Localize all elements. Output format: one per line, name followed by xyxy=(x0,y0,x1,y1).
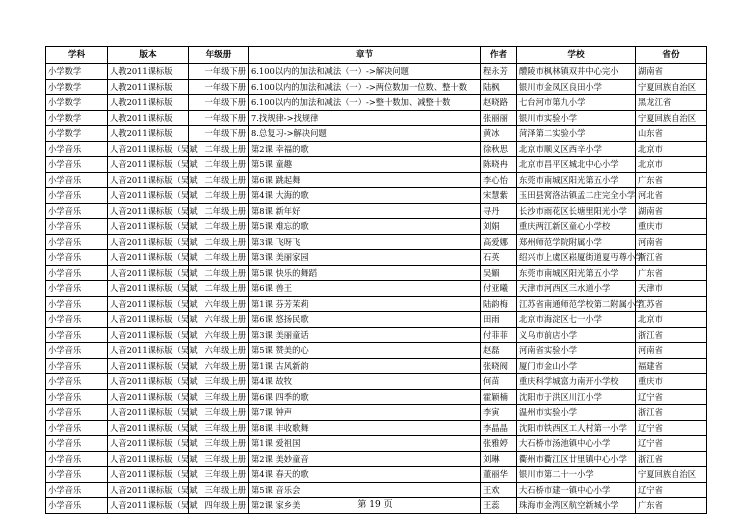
author-cell: 王蕊 xyxy=(481,498,517,514)
school-cell: 衢州市衢江区廿里镇中心小学 xyxy=(517,451,636,467)
author-cell: 付菲菲 xyxy=(481,327,517,343)
author-cell: 霍颖楠 xyxy=(481,389,517,405)
province-cell: 河南省 xyxy=(636,234,707,250)
chapter-cell: 第5课 赞美的心 xyxy=(249,343,481,359)
author-cell: 陆枫 xyxy=(481,79,517,95)
edition-cell: 人音2011课标版（吴斌 xyxy=(108,343,189,359)
chapter-cell: 第1课 古风新韵 xyxy=(249,358,481,374)
school-cell: 东莞市南城区阳光第五小学 xyxy=(517,265,636,281)
edition-cell: 人音2011课标版（吴斌 xyxy=(108,219,189,235)
header-row xyxy=(46,47,707,64)
grade-cell: 二年级上册 xyxy=(189,250,249,266)
table-row xyxy=(46,374,707,390)
col-header-province: 省份 xyxy=(636,47,707,64)
province-cell: 山东省 xyxy=(636,126,707,142)
edition-cell: 人音2011课标版（吴斌 xyxy=(108,188,189,204)
edition-cell: 人音2011课标版（吴斌 xyxy=(108,436,189,452)
province-cell: 辽宁省 xyxy=(636,482,707,498)
author-cell: 寻丹 xyxy=(481,203,517,219)
province-cell: 天津市 xyxy=(636,281,707,297)
subject-cell: 小学音乐 xyxy=(46,250,108,266)
subject-cell: 小学音乐 xyxy=(46,157,108,173)
school-cell: 玉田县窝洛沽镇孟二庄完全小学 xyxy=(517,188,636,204)
school-cell: 大石桥市建一镇中心小学 xyxy=(517,482,636,498)
author-cell: 陈晓冉 xyxy=(481,157,517,173)
grade-cell: 二年级上册 xyxy=(189,265,249,281)
table-row xyxy=(46,358,707,374)
school-cell: 重庆科学城富力南开小学校 xyxy=(517,374,636,390)
col-header-chapter: 章节 xyxy=(249,47,481,64)
school-cell: 温州市实验小学 xyxy=(517,405,636,421)
author-cell: 宋慧紫 xyxy=(481,188,517,204)
table-row xyxy=(46,79,707,95)
chapter-cell: 第3课 美丽童话 xyxy=(249,327,481,343)
table-row xyxy=(46,157,707,173)
subject-cell: 小学音乐 xyxy=(46,436,108,452)
province-cell: 河南省 xyxy=(636,343,707,359)
school-cell: 银川市金凤区良田小学 xyxy=(517,79,636,95)
subject-cell: 小学数学 xyxy=(46,126,108,142)
chapter-cell: 第4课 故牧 xyxy=(249,374,481,390)
chapter-cell: 第4课 春天的歌 xyxy=(249,467,481,483)
province-cell: 北京市 xyxy=(636,312,707,328)
subject-cell: 小学数学 xyxy=(46,110,108,126)
edition-cell: 人教2011课标版 xyxy=(108,126,189,142)
table-row xyxy=(46,405,707,421)
school-cell: 江苏省南通师范学校第二附属小学 xyxy=(517,296,636,312)
author-cell: 张雅婷 xyxy=(481,436,517,452)
school-cell: 北京市昌平区城北中心小学 xyxy=(517,157,636,173)
grade-cell: 一年级下册 xyxy=(189,95,249,111)
province-cell: 江苏省 xyxy=(636,296,707,312)
edition-cell: 人音2011课标版（吴斌 xyxy=(108,172,189,188)
province-cell: 广东省 xyxy=(636,498,707,514)
author-cell: 刘琳 xyxy=(481,451,517,467)
edition-cell: 人音2011课标版（吴斌 xyxy=(108,250,189,266)
chapter-cell: 6.100以内的加法和减法（一）->解决问题 xyxy=(249,64,481,80)
author-cell: 张丽丽 xyxy=(481,110,517,126)
author-cell: 赵晓路 xyxy=(481,95,517,111)
table-row xyxy=(46,219,707,235)
province-cell: 重庆市 xyxy=(636,374,707,390)
province-cell: 浙江省 xyxy=(636,405,707,421)
chapter-cell: 第6课 四季的歌 xyxy=(249,389,481,405)
province-cell: 浙江省 xyxy=(636,451,707,467)
subject-cell: 小学音乐 xyxy=(46,265,108,281)
school-cell: 银川市实验小学 xyxy=(517,110,636,126)
chapter-cell: 第5课 难忘的歌 xyxy=(249,219,481,235)
province-cell: 湖南省 xyxy=(636,64,707,80)
subject-cell: 小学音乐 xyxy=(46,482,108,498)
subject-cell: 小学音乐 xyxy=(46,234,108,250)
table-row xyxy=(46,172,707,188)
grade-cell: 二年级上册 xyxy=(189,281,249,297)
subject-cell: 小学音乐 xyxy=(46,374,108,390)
col-header-subject: 学科 xyxy=(46,47,108,64)
author-cell: 刘娟 xyxy=(481,219,517,235)
school-cell: 银川市第二十一小学 xyxy=(517,467,636,483)
table-row xyxy=(46,451,707,467)
edition-cell: 人音2011课标版（吴斌 xyxy=(108,296,189,312)
school-cell: 北京市顺义区西辛小学 xyxy=(517,141,636,157)
edition-cell: 人音2011课标版（吴斌 xyxy=(108,389,189,405)
chapter-cell: 第8课 丰收歌舞 xyxy=(249,420,481,436)
province-cell: 湖南省 xyxy=(636,203,707,219)
table-row xyxy=(46,234,707,250)
edition-cell: 人教2011课标版 xyxy=(108,79,189,95)
grade-cell: 二年级上册 xyxy=(189,219,249,235)
province-cell: 辽宁省 xyxy=(636,420,707,436)
grade-cell: 二年级上册 xyxy=(189,234,249,250)
edition-cell: 人音2011课标版（吴斌 xyxy=(108,265,189,281)
author-cell: 吴媚 xyxy=(481,265,517,281)
table-row xyxy=(46,64,707,80)
col-header-school: 学校 xyxy=(517,47,636,64)
table-row xyxy=(46,312,707,328)
chapter-cell: 第1课 爱祖国 xyxy=(249,436,481,452)
subject-cell: 小学音乐 xyxy=(46,312,108,328)
grade-cell: 二年级上册 xyxy=(189,141,249,157)
edition-cell: 人音2011课标版（吴斌 xyxy=(108,312,189,328)
chapter-cell: 第6课 跳起舞 xyxy=(249,172,481,188)
province-cell: 辽宁省 xyxy=(636,436,707,452)
author-cell: 程永芳 xyxy=(481,64,517,80)
table-row xyxy=(46,389,707,405)
chapter-cell: 第2课 美妙童音 xyxy=(249,451,481,467)
province-cell: 宁夏回族自治区 xyxy=(636,79,707,95)
edition-cell: 人音2011课标版（吴斌 xyxy=(108,157,189,173)
author-cell: 赵磊 xyxy=(481,343,517,359)
school-cell: 义乌市前店小学 xyxy=(517,327,636,343)
table-row xyxy=(46,482,707,498)
author-cell: 李寅 xyxy=(481,405,517,421)
table-row xyxy=(46,467,707,483)
author-cell: 李心怡 xyxy=(481,172,517,188)
province-cell: 宁夏回族自治区 xyxy=(636,467,707,483)
subject-cell: 小学音乐 xyxy=(46,498,108,514)
province-cell: 福建省 xyxy=(636,358,707,374)
chapter-cell: 8.总复习->解决问题 xyxy=(249,126,481,142)
grade-cell: 二年级上册 xyxy=(189,203,249,219)
subject-cell: 小学音乐 xyxy=(46,405,108,421)
grade-cell: 三年级上册 xyxy=(189,389,249,405)
table-row xyxy=(46,203,707,219)
school-cell: 沈阳市于洪区川江小学 xyxy=(517,389,636,405)
table-row xyxy=(46,436,707,452)
grade-cell: 一年级下册 xyxy=(189,126,249,142)
table-row xyxy=(46,110,707,126)
grade-cell: 三年级上册 xyxy=(189,436,249,452)
author-cell: 田雨 xyxy=(481,312,517,328)
author-cell: 张晓阀 xyxy=(481,358,517,374)
author-cell: 石英 xyxy=(481,250,517,266)
chapter-cell: 第8课 新年好 xyxy=(249,203,481,219)
edition-cell: 人音2011课标版（吴斌 xyxy=(108,374,189,390)
edition-cell: 人音2011课标版（吴斌 xyxy=(108,420,189,436)
grade-cell: 三年级上册 xyxy=(189,467,249,483)
page-number: 第 19 页 xyxy=(357,500,393,510)
edition-cell: 人教2011课标版 xyxy=(108,95,189,111)
edition-cell: 人音2011课标版（吴斌 xyxy=(108,327,189,343)
school-cell: 长沙市雨花区长塘里阳光小学 xyxy=(517,203,636,219)
chapter-cell: 第5课 音乐会 xyxy=(249,482,481,498)
chapter-cell: 第5课 快乐的舞蹈 xyxy=(249,265,481,281)
chapter-cell: 第1课 芬芳茉莉 xyxy=(249,296,481,312)
school-cell: 醴陵市枫林镇双井中心完小 xyxy=(517,64,636,80)
province-cell: 宁夏回族自治区 xyxy=(636,110,707,126)
col-header-grade: 年级册 xyxy=(189,47,249,64)
author-cell: 王欢 xyxy=(481,482,517,498)
school-cell: 珠海市金湾区航空新城小学 xyxy=(517,498,636,514)
edition-cell: 人音2011课标版（吴斌 xyxy=(108,482,189,498)
edition-cell: 人音2011课标版（吴斌 xyxy=(108,358,189,374)
province-cell: 黑龙江省 xyxy=(636,95,707,111)
subject-cell: 小学数学 xyxy=(46,64,108,80)
col-header-edition: 版本 xyxy=(108,47,189,64)
subject-cell: 小学音乐 xyxy=(46,389,108,405)
chapter-cell: 第2课 家乡美 xyxy=(249,498,481,514)
grade-cell: 六年级上册 xyxy=(189,343,249,359)
province-cell: 浙江省 xyxy=(636,250,707,266)
grade-cell: 六年级上册 xyxy=(189,327,249,343)
subject-cell: 小学音乐 xyxy=(46,141,108,157)
grade-cell: 四年级上册 xyxy=(189,498,249,514)
chapter-cell: 6.100以内的加法和减法（一）->两位数加一位数、整十数 xyxy=(249,79,481,95)
subject-cell: 小学音乐 xyxy=(46,188,108,204)
author-cell: 付亚曦 xyxy=(481,281,517,297)
subject-cell: 小学音乐 xyxy=(46,172,108,188)
edition-cell: 人音2011课标版（吴斌 xyxy=(108,203,189,219)
table-row xyxy=(46,343,707,359)
grade-cell: 一年级下册 xyxy=(189,110,249,126)
table-row xyxy=(46,250,707,266)
edition-cell: 人教2011课标版 xyxy=(108,64,189,80)
chapter-cell: 第7课 钟声 xyxy=(249,405,481,421)
chapter-cell: 第2课 幸福的歌 xyxy=(249,141,481,157)
table-row xyxy=(46,126,707,142)
school-cell: 沈阳市铁西区工人村第一小学 xyxy=(517,420,636,436)
author-cell: 黄冰 xyxy=(481,126,517,142)
school-cell: 菏泽第二实验小学 xyxy=(517,126,636,142)
school-cell: 东莞市南城区阳光第五小学 xyxy=(517,172,636,188)
grade-cell: 一年级下册 xyxy=(189,64,249,80)
school-cell: 天津市河西区三水道小学 xyxy=(517,281,636,297)
grade-cell: 六年级上册 xyxy=(189,358,249,374)
school-cell: 郑州师范学院附属小学 xyxy=(517,234,636,250)
subject-cell: 小学音乐 xyxy=(46,420,108,436)
table-row xyxy=(46,420,707,436)
table-row xyxy=(46,281,707,297)
chapter-cell: 第4课 大海的歌 xyxy=(249,188,481,204)
grade-cell: 三年级上册 xyxy=(189,420,249,436)
school-cell: 重庆两江新区童心小学校 xyxy=(517,219,636,235)
chapter-cell: 第3课 美丽家园 xyxy=(249,250,481,266)
author-cell: 何苗 xyxy=(481,374,517,390)
province-cell: 浙江省 xyxy=(636,327,707,343)
edition-cell: 人教2011课标版 xyxy=(108,110,189,126)
province-cell: 广东省 xyxy=(636,265,707,281)
province-cell: 北京市 xyxy=(636,157,707,173)
grade-cell: 三年级上册 xyxy=(189,451,249,467)
school-cell: 河南省实验小学 xyxy=(517,343,636,359)
author-cell: 高爱娜 xyxy=(481,234,517,250)
author-cell: 董丽华 xyxy=(481,467,517,483)
province-cell: 广东省 xyxy=(636,172,707,188)
subject-cell: 小学音乐 xyxy=(46,203,108,219)
table-row xyxy=(46,327,707,343)
subject-cell: 小学音乐 xyxy=(46,467,108,483)
chapter-cell: 第5课 童趣 xyxy=(249,157,481,173)
edition-cell: 人音2011课标版（吴斌 xyxy=(108,498,189,514)
school-cell: 北京市海淀区七一小学 xyxy=(517,312,636,328)
grade-cell: 六年级上册 xyxy=(189,296,249,312)
subject-cell: 小学音乐 xyxy=(46,358,108,374)
author-cell: 陆韵梅 xyxy=(481,296,517,312)
data-table xyxy=(45,46,707,514)
chapter-cell: 6.100以内的加法和减法（一）->整十数加、减整十数 xyxy=(249,95,481,111)
grade-cell: 三年级上册 xyxy=(189,482,249,498)
edition-cell: 人音2011课标版（吴斌 xyxy=(108,467,189,483)
edition-cell: 人音2011课标版（吴斌 xyxy=(108,405,189,421)
grade-cell: 三年级上册 xyxy=(189,374,249,390)
subject-cell: 小学音乐 xyxy=(46,451,108,467)
school-cell: 七台河市第九小学 xyxy=(517,95,636,111)
grade-cell: 二年级上册 xyxy=(189,188,249,204)
school-cell: 厦门市金山小学 xyxy=(517,358,636,374)
school-cell: 绍兴市上虞区崧厦街道夏丏尊小学 xyxy=(517,250,636,266)
grade-cell: 一年级下册 xyxy=(189,79,249,95)
table-row xyxy=(46,265,707,281)
province-cell: 北京市 xyxy=(636,141,707,157)
edition-cell: 人音2011课标版（吴斌 xyxy=(108,281,189,297)
author-cell: 李晶晶 xyxy=(481,420,517,436)
grade-cell: 三年级上册 xyxy=(189,405,249,421)
col-header-author: 作者 xyxy=(481,47,517,64)
chapter-cell: 第6课 兽王 xyxy=(249,281,481,297)
subject-cell: 小学音乐 xyxy=(46,281,108,297)
grade-cell: 二年级上册 xyxy=(189,157,249,173)
edition-cell: 人音2011课标版（吴斌 xyxy=(108,141,189,157)
chapter-cell: 第3课 飞呀飞 xyxy=(249,234,481,250)
province-cell: 辽宁省 xyxy=(636,389,707,405)
chapter-cell: 7.找规律->找规律 xyxy=(249,110,481,126)
subject-cell: 小学音乐 xyxy=(46,327,108,343)
subject-cell: 小学数学 xyxy=(46,79,108,95)
subject-cell: 小学音乐 xyxy=(46,219,108,235)
subject-cell: 小学音乐 xyxy=(46,296,108,312)
edition-cell: 人音2011课标版（吴斌 xyxy=(108,234,189,250)
grade-cell: 六年级上册 xyxy=(189,312,249,328)
author-cell: 徐秋思 xyxy=(481,141,517,157)
table-row xyxy=(46,95,707,111)
chapter-cell: 第6课 悠扬民歌 xyxy=(249,312,481,328)
subject-cell: 小学数学 xyxy=(46,95,108,111)
table-row xyxy=(46,296,707,312)
school-cell: 大石桥市汤池镇中心小学 xyxy=(517,436,636,452)
table-row xyxy=(46,141,707,157)
province-cell: 河北省 xyxy=(636,188,707,204)
table-row xyxy=(46,188,707,204)
grade-cell: 二年级上册 xyxy=(189,172,249,188)
province-cell: 重庆市 xyxy=(636,219,707,235)
subject-cell: 小学音乐 xyxy=(46,343,108,359)
edition-cell: 人音2011课标版（吴斌 xyxy=(108,451,189,467)
